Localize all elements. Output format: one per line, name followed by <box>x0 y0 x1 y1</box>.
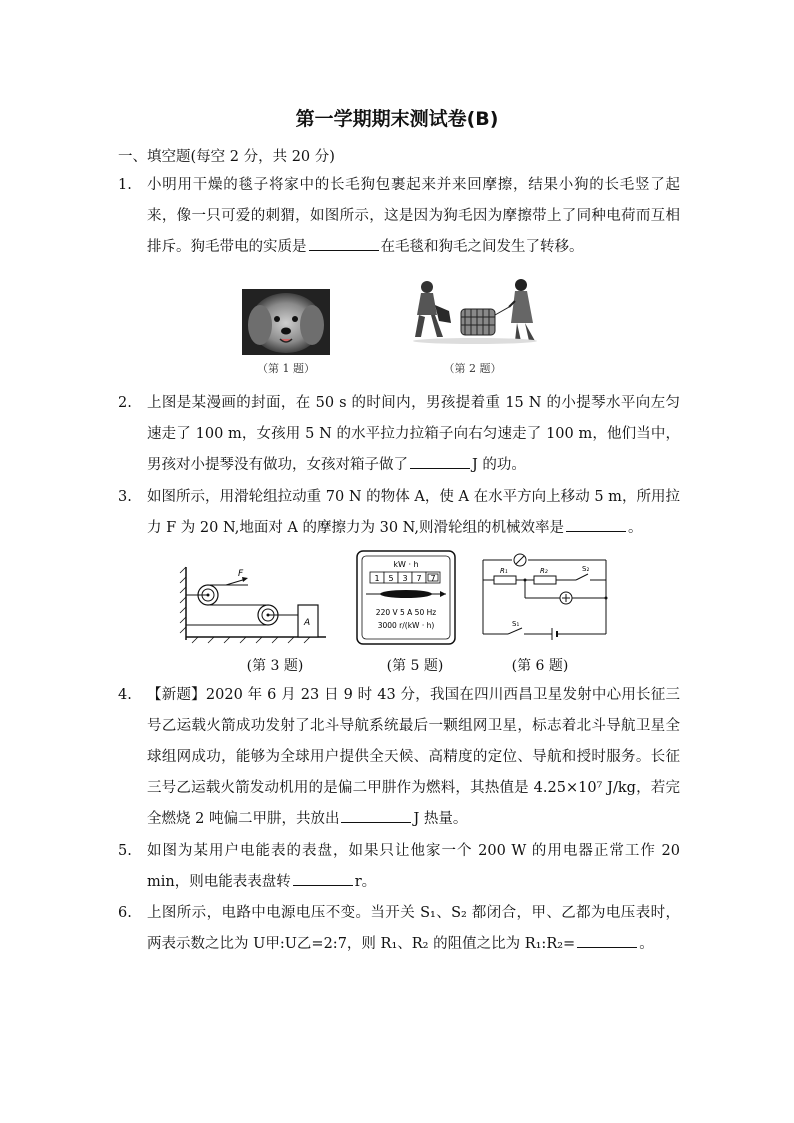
question-number: 2. <box>118 395 132 411</box>
question-1 <box>118 170 680 263</box>
answer-blank[interactable] <box>309 234 379 251</box>
svg-text:5: 5 <box>388 574 394 583</box>
cartoon-illustration <box>405 275 540 355</box>
caption-fig2: （第 2 题） <box>443 362 502 375</box>
question-text: 如图所示，用滑轮组拉动重 70 N 的物体 A，使 A 在水平方向上移动 5 m，所用拉力 F 为 20 N,地面对 A 的摩擦力为 30 N,则滑轮组的机械效率是 。 <box>147 489 680 536</box>
svg-text:3000 r/(kW · h): 3000 r/(kW · h) <box>377 621 435 630</box>
electric-meter-diagram <box>356 550 456 645</box>
question-text: 上图是某漫画的封面，在 50 s 的时间内，男孩提着重 15 N 的小提琴水平向左匀速走了 100 m，女孩用 5 N 的水平拉力拉箱子向右匀速走了 100 m，他们当中，男孩对小提琴没有做功，女孩对箱子做了 J 的功。 <box>147 395 680 473</box>
question-number: 3. <box>118 489 132 505</box>
svg-text:R₂: R₂ <box>540 567 548 575</box>
section-heading: 一、填空题(每空 2 分，共 20 分) <box>118 149 335 165</box>
svg-text:220 V 5 A 50 Hz: 220 V 5 A 50 Hz <box>375 608 437 617</box>
answer-blank[interactable] <box>293 869 353 886</box>
circuit-diagram <box>480 550 610 645</box>
caption-fig1: （第 1 题） <box>257 362 315 375</box>
svg-text:7: 7 <box>416 574 422 583</box>
question-3 <box>118 482 680 544</box>
question-text: 【新题】2020 年 6 月 23 日 9 时 43 分，我国在四川西昌卫星发射中心用长征三号乙运载火箭成功发射了北斗导航系统最后一颗组网卫星，标志着北斗导航卫星全球组网成功，能够为全球用户提供全天候、高精度的定位、导航和授时服务。长征三号乙运载火箭发动机用的是偏二甲肼作为燃料，其热值是 4.25×10⁷ J/kg，若完全燃烧 2 吨偏二甲肼，共放出 J 热量。 <box>147 687 680 827</box>
question-number: 4. <box>118 687 132 703</box>
caption-fig6: (第 6 题) <box>511 658 569 674</box>
dog-photo <box>242 289 330 355</box>
svg-text:F: F <box>238 569 244 579</box>
svg-text:7: 7 <box>430 574 436 583</box>
question-5 <box>118 836 680 898</box>
svg-text:A: A <box>304 618 311 628</box>
svg-text:S₂: S₂ <box>582 565 590 573</box>
answer-blank[interactable] <box>341 806 411 823</box>
question-4 <box>118 680 680 835</box>
answer-blank[interactable] <box>566 515 626 532</box>
caption-fig5: (第 5 题) <box>386 658 444 674</box>
svg-text:R₁: R₁ <box>500 567 508 575</box>
svg-text:3: 3 <box>402 574 408 583</box>
question-text: 小明用干燥的毯子将家中的长毛狗包裹起来并来回摩擦，结果小狗的长毛竖了起来，像一只可爱的刺猬，如图所示，这是因为狗毛因为摩擦带上了同种电荷而互相排斥。狗毛带电的实质是 在毛毯和狗毛之间发生了转移。 <box>147 177 680 255</box>
answer-blank[interactable] <box>577 931 637 948</box>
question-text: 如图为某用户电能表的表盘，如果只让他家一个 200 W 的用电器正常工作 20 min，则电能表表盘转 r。 <box>147 843 680 890</box>
svg-text:S₁: S₁ <box>512 620 520 628</box>
svg-text:1: 1 <box>374 574 380 583</box>
answer-blank[interactable] <box>410 452 470 469</box>
question-text: 上图所示，电路中电源电压不变。当开关 S₁、S₂ 都闭合，甲、乙都为电压表时，两表示数之比为 U甲:U乙=2:7，则 R₁、R₂ 的阻值之比为 R₁:R₂= 。 <box>147 905 680 952</box>
question-number: 6. <box>118 905 132 921</box>
question-2 <box>118 388 680 481</box>
caption-fig3: (第 3 题) <box>246 658 304 674</box>
pulley-diagram <box>178 565 328 645</box>
question-number: 5. <box>118 843 132 859</box>
exam-title: 第一学期期末测试卷(B) <box>295 108 499 130</box>
question-number: 1. <box>118 177 132 193</box>
question-6 <box>118 898 680 960</box>
svg-text:kW · h: kW · h <box>393 560 419 569</box>
